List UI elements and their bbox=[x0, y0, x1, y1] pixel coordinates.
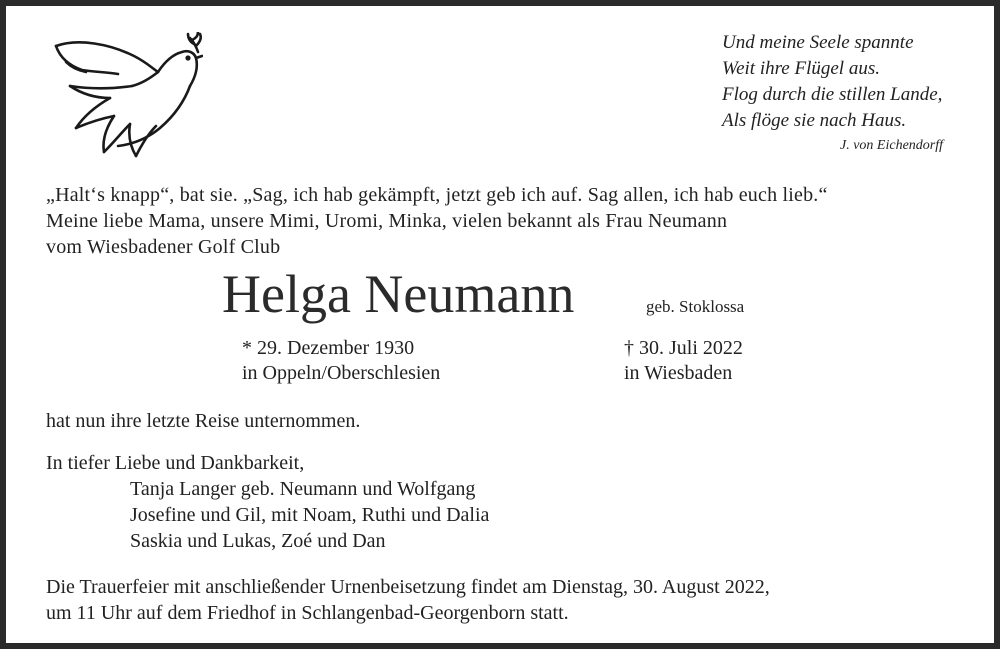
poem bbox=[722, 30, 942, 134]
death-date: † 30. Juli 2022 bbox=[624, 337, 743, 359]
mourners-intro bbox=[46, 450, 304, 476]
poem-line: Flog durch die stillen Lande, bbox=[722, 84, 943, 105]
birth-info bbox=[242, 336, 440, 386]
intro-line: vom Wiesbadener Golf Club bbox=[46, 236, 281, 258]
funeral-info bbox=[46, 574, 770, 626]
mourner-entry: Tanja Langer geb. Neumann und Wolfgang bbox=[130, 478, 476, 500]
poem-line: Als flöge sie nach Haus. bbox=[722, 110, 907, 131]
mourners-intro-line: In tiefer Liebe und Dankbarkeit, bbox=[46, 452, 305, 474]
mourners-list bbox=[130, 476, 489, 554]
birth-date: * 29. Dezember 1930 bbox=[242, 337, 415, 359]
intro-line: Meine liebe Mama, unsere Mimi, Uromi, Minka, vielen bekannt als Frau Neumann bbox=[46, 210, 728, 232]
journey-line: hat nun ihre letzte Reise unternommen. bbox=[46, 410, 361, 432]
poem-line: Weit ihre Flügel aus. bbox=[722, 58, 880, 79]
dove-icon bbox=[48, 32, 203, 162]
poem-line: Und meine Seele spannte bbox=[722, 32, 914, 53]
intro-text bbox=[46, 182, 828, 260]
death-info bbox=[624, 336, 743, 386]
deceased-name: Helga Neumann bbox=[222, 264, 575, 324]
birth-place: in Oppeln/Oberschlesien bbox=[242, 362, 441, 384]
mourner-entry: Saskia und Lukas, Zoé und Dan bbox=[130, 530, 386, 552]
birth-name: geb. Stoklossa bbox=[646, 297, 745, 316]
death-place: in Wiesbaden bbox=[624, 362, 733, 384]
poem-author: J. von Eichendorff bbox=[840, 138, 944, 153]
intro-line: „Halt‘s knapp“, bat sie. „Sag, ich hab gekämpft, jetzt geb ich auf. Sag allen, ich hab euch lieb.“ bbox=[46, 184, 828, 206]
mourner-entry: Josefine und Gil, mit Noam, Ruthi und Dalia bbox=[130, 504, 490, 526]
journey-text bbox=[46, 408, 360, 434]
obituary-notice bbox=[6, 6, 994, 643]
funeral-line: um 11 Uhr auf dem Friedhof in Schlangenbad-Georgenborn statt. bbox=[46, 602, 569, 624]
funeral-line: Die Trauerfeier mit anschließender Urnenbeisetzung findet am Dienstag, 30. August 2022, bbox=[46, 576, 770, 598]
